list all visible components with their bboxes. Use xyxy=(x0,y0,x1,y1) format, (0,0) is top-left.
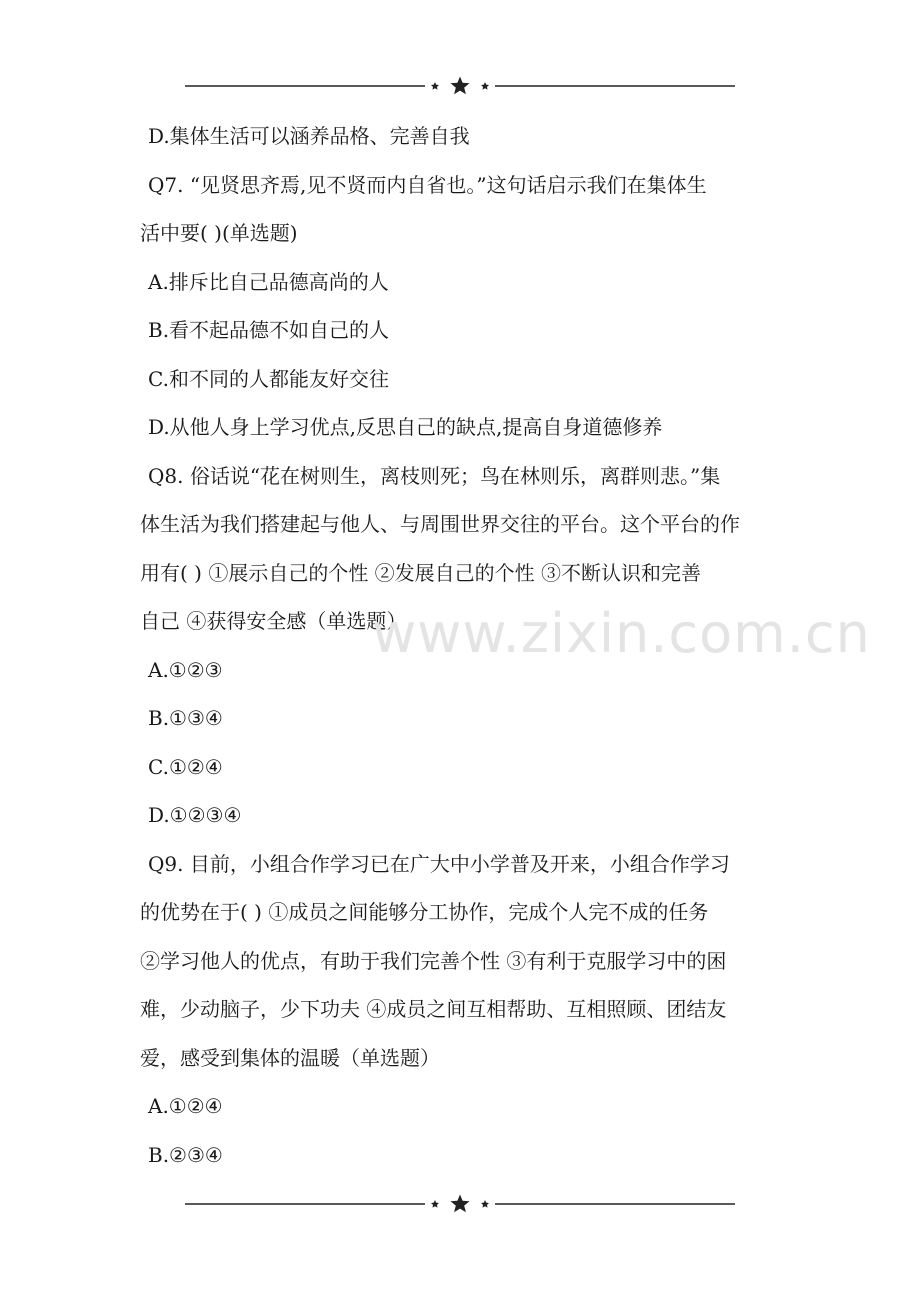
question-line: 体生活为我们搭建起与他人、与周围世界交往的平台。这个平台的作 xyxy=(140,512,740,536)
question-line: Q8. 俗话说“花在树则生，离枝则死；鸟在林则乐，离群则悲。”集 xyxy=(148,463,721,488)
option-line: C.①②④ xyxy=(148,754,223,779)
option-line: B.①③④ xyxy=(148,706,223,730)
bottom-divider xyxy=(185,1194,735,1214)
question-line: Q7. “见贤思齐焉,见不贤而内自省也。”这句话启示我们在集体生 xyxy=(148,172,707,197)
option-line: C.和不同的人都能友好交往 xyxy=(148,366,389,391)
question-content xyxy=(140,116,795,1183)
question-line: Q9. 目前，小组合作学习已在广大中小学普及开来，小组合作学习 xyxy=(148,851,730,876)
watermark: www.zixin.com.cn xyxy=(372,602,871,665)
question-line: 的优势在于( ) ①成员之间能够分工协作，完成个人完不成的任务 xyxy=(140,900,709,924)
option-line: B.看不起品德不如自己的人 xyxy=(148,318,390,342)
option-line: A.①②③ xyxy=(148,657,223,682)
question-line: ②学习他人的优点，有助于我们完善个性 ③有利于克服学习中的困 xyxy=(140,948,727,973)
option-line: B.②③④ xyxy=(148,1142,223,1167)
question-line: 自己 ④获得安全感（单选题） xyxy=(140,609,407,633)
star-divider-icon xyxy=(185,1194,735,1214)
option-line: D.集体生活可以涵养品格、完善自我 xyxy=(148,124,470,148)
option-line: A.①②④ xyxy=(148,1094,223,1118)
option-line: D.①②③④ xyxy=(148,803,242,827)
star-divider-icon xyxy=(185,76,735,96)
question-line: 爱，感受到集体的温暖（单选题） xyxy=(140,1045,440,1070)
option-line: D.从他人身上学习优点,反思自己的缺点,提高自身道德修养 xyxy=(148,415,663,439)
top-divider xyxy=(185,76,735,96)
question-line: 活中要( )(单选题) xyxy=(140,221,298,245)
question-line: 用有( ) ①展示自己的个性 ②发展自己的个性 ③不断认识和完善 xyxy=(140,560,702,585)
option-line: A.排斥比自己品德高尚的人 xyxy=(148,269,389,294)
question-line: 难，少动脑子，少下功夫 ④成员之间互相帮助、互相照顾、团结友 xyxy=(140,997,727,1021)
